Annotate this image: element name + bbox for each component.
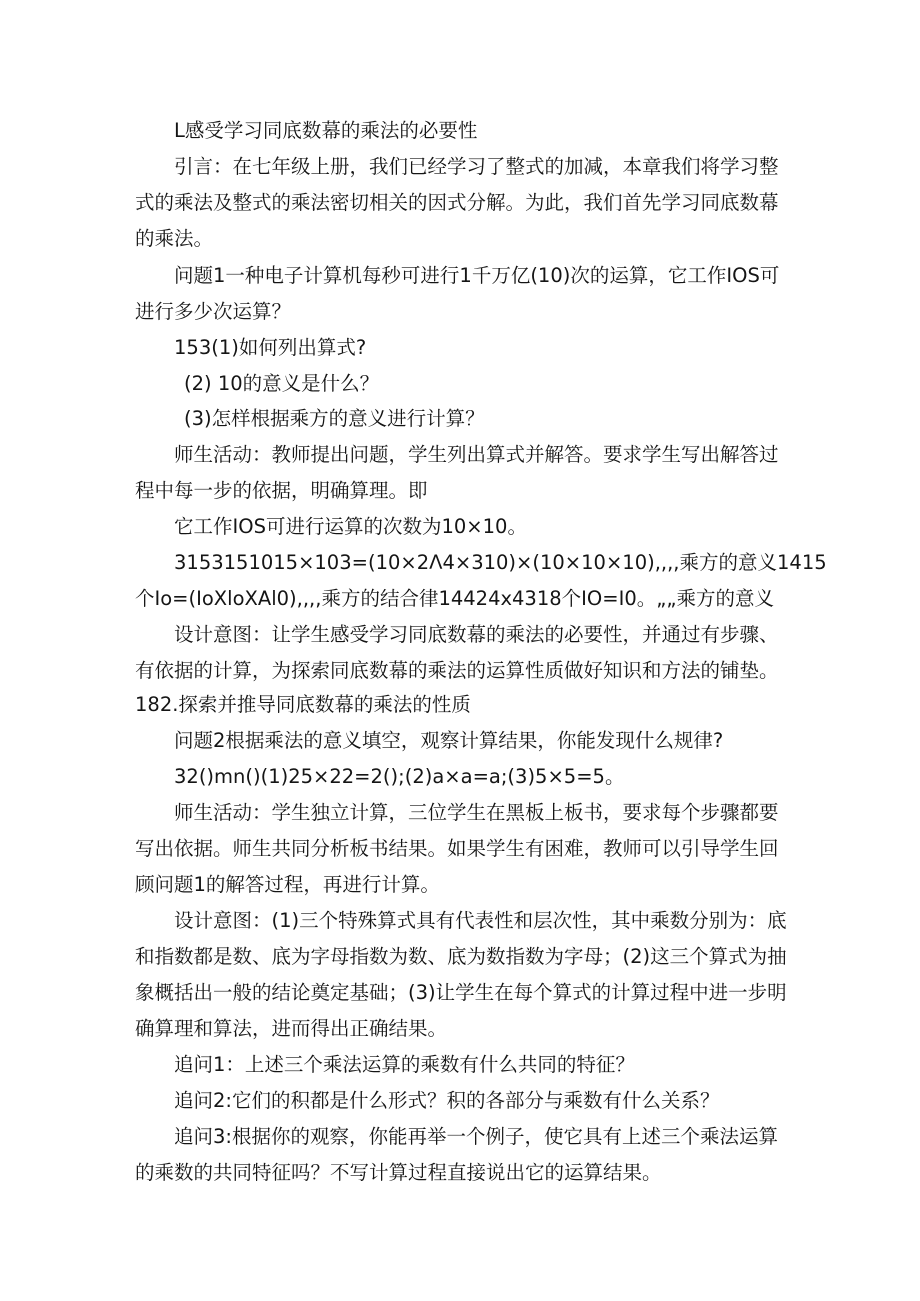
paragraph-line: 追问3:根据你的观察，你能再举一个例子，使它具有上述三个乘法运算 — [174, 1125, 778, 1148]
paragraph-line: 有依据的计算，为探索同底数幕的乘法的运算性质做好知识和方法的铺垫。 — [135, 659, 779, 682]
paragraph-line: 顾问题1的解答过程，再进行计算。 — [135, 873, 440, 896]
paragraph-line: 追问1：上述三个乘法运算的乘数有什么共同的特征？ — [174, 1053, 635, 1076]
formula-line: 个Io=(IoXloXAl0),,,,乘方的结合律14424x4318个IO=I0。„„乘方的意义 — [135, 587, 774, 610]
paragraph-line: 确算理和算法，进而得出正确结果。 — [135, 1017, 448, 1040]
question-item: (3)怎样根据乘方的意义进行计算？ — [184, 407, 485, 430]
paragraph-line: 设计意图：让学生感受学习同底数幕的乘法的必要性，并通过有步骤、 — [174, 623, 779, 646]
paragraph-line: 的乘法。 — [135, 227, 214, 250]
paragraph-line: 它工作IOS可进行运算的次数为10×10。 — [174, 515, 527, 538]
paragraph-line: 设计意图：(1)三个特殊算式具有代表性和层次性，其中乘数分别为：底 — [174, 909, 787, 932]
paragraph-line: 和指数都是数、底为字母指数为数、底为数指数为字母；(2)这三个算式为抽 — [135, 945, 787, 968]
paragraph-line: 问题2根据乘法的意义填空，观察计算结果，你能发现什么规律? — [174, 729, 724, 752]
paragraph-line: 进行多少次运算？ — [135, 300, 292, 323]
heading-section-2: 182.探索并推导同底数幕的乘法的性质 — [135, 693, 471, 716]
paragraph-line: 追问2:它们的积都是什么形式？积的各部分与乘数有什么关系？ — [174, 1089, 720, 1112]
heading-section-1: L感受学习同底数幕的乘法的必要性 — [174, 119, 478, 142]
paragraph-line: 的乘数的共同特征吗？不写计算过程直接说出它的运算结果。 — [135, 1161, 662, 1184]
paragraph-line: 师生活动：教师提出问题，学生列出算式并解答。要求学生写出解答过 — [174, 443, 779, 466]
question-item: 153(1)如何列出算式? — [174, 336, 367, 359]
paragraph-line: 问题1一种电子计算机每秒可进行1千万亿(10)次的运算，它工作IOS可 — [174, 264, 780, 287]
paragraph-line: 象概括出一般的结论奠定基础；(3)让学生在每个算式的计算过程中进一步明 — [135, 981, 787, 1004]
paragraph-line: 式的乘法及整式的乘法密切相关的因式分解。为此，我们首先学习同底数幕 — [135, 191, 779, 214]
formula-line: 32()mn()(1)25×22=2();(2)a×a=a;(3)5×5=5。 — [174, 765, 625, 788]
question-item: (2) 10的意义是什么？ — [184, 372, 380, 395]
paragraph-line: 写出依据。师生共同分析板书结果。如果学生有困难，教师可以引导学生回 — [135, 837, 779, 860]
paragraph-line: 师生活动：学生独立计算，三位学生在黑板上板书，要求每个步骤都要 — [174, 801, 779, 824]
paragraph-line: 引言：在七年级上册，我们已经学习了整式的加减，本章我们将学习整 — [174, 155, 779, 178]
formula-line: 3153151015×103=(10×2Λ4×310)×(10×10×10),,,,乘方的意义1415 — [174, 551, 827, 574]
paragraph-line: 程中每一步的依据，明确算理。即 — [135, 479, 428, 502]
